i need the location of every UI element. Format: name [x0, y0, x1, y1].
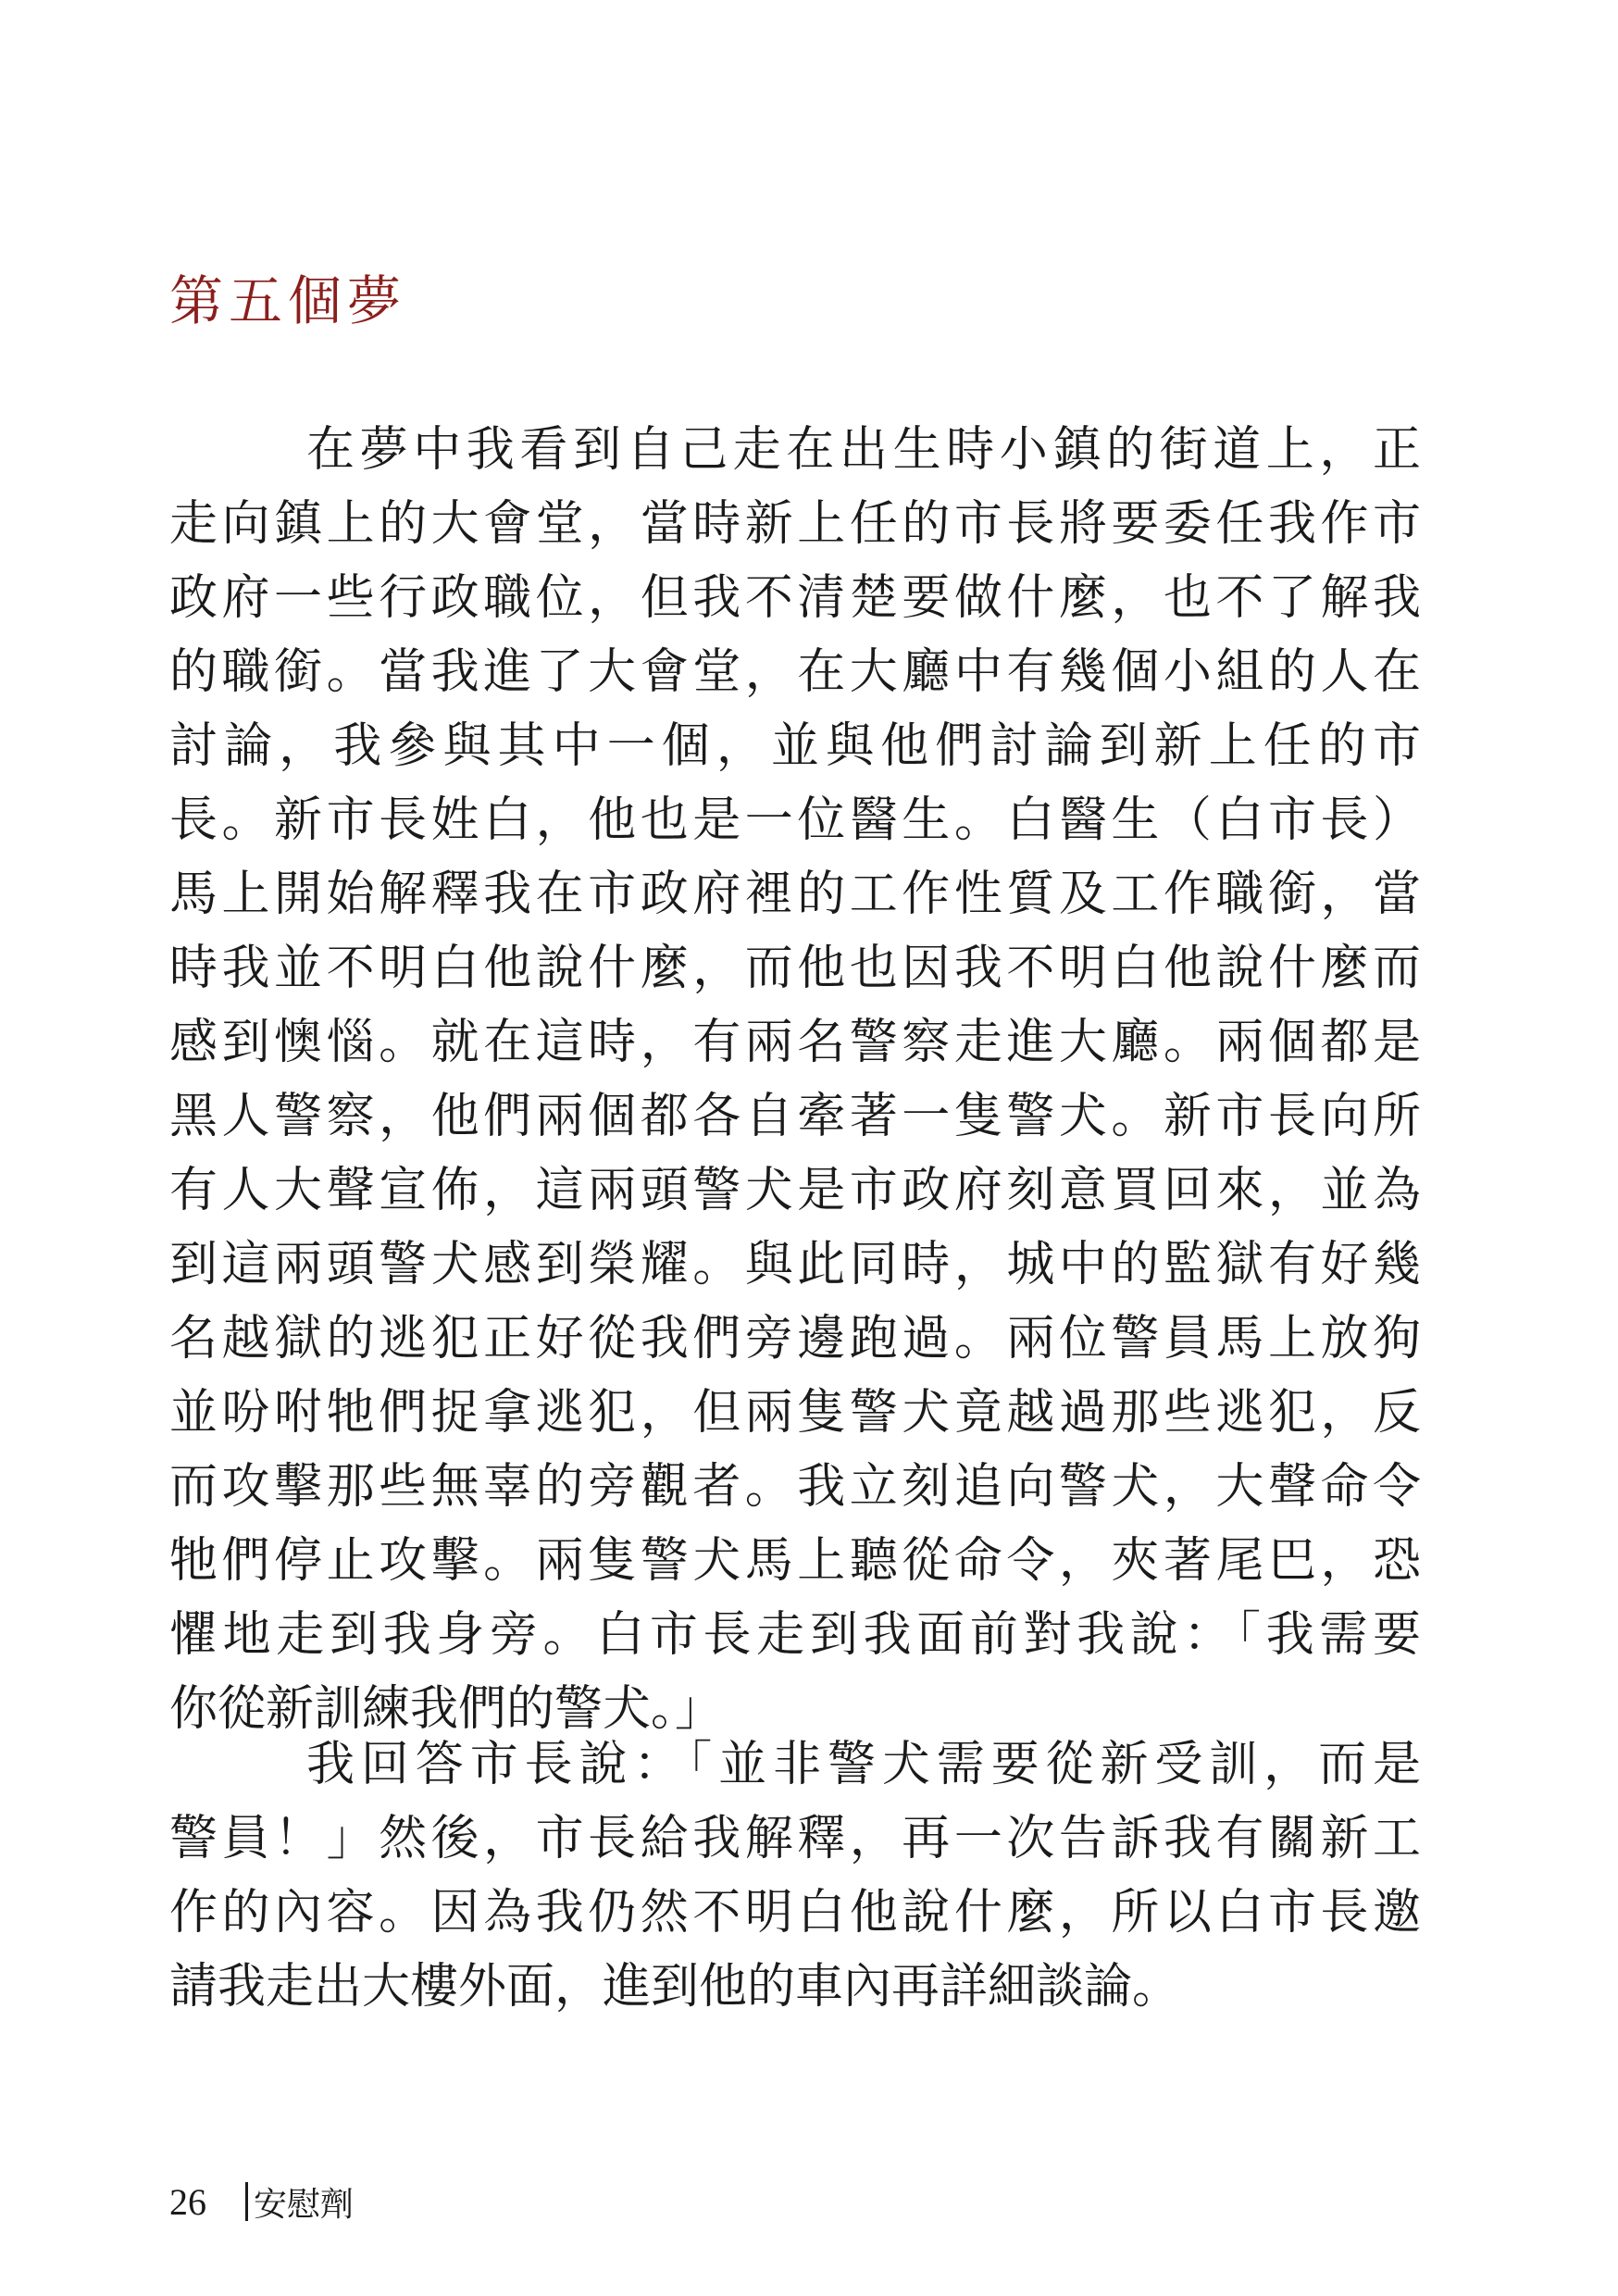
text-line: 我回答市長說：「並非警犬需要從新受訓，而是 — [306, 1737, 1421, 1792]
paragraph-2 — [169, 1728, 1421, 2024]
text-line: 時我並不明白他說什麼，而他也因我不明白他說什麼而 — [169, 941, 1421, 996]
text-line: 請我走出大樓外面，進到他的車內再詳細談論。 — [169, 1959, 1181, 2015]
text-line: 到這兩頭警犬感到榮耀。與此同時，城中的監獄有好幾 — [169, 1237, 1421, 1292]
page-number: 26 — [169, 2180, 206, 2223]
text-line: 並吩咐牠們捉拿逃犯，但兩隻警犬竟越過那些逃犯，反 — [169, 1385, 1421, 1441]
text-line: 有人大聲宣佈，這兩頭警犬是市政府刻意買回來，並為 — [169, 1163, 1421, 1218]
text-line: 感到懊惱。就在這時，有兩名警察走進大廳。兩個都是 — [169, 1015, 1421, 1070]
paragraph-1 — [169, 413, 1421, 1746]
running-title: 安慰劑 — [254, 2185, 355, 2224]
chapter-title: 第五個夢 — [169, 269, 407, 332]
text-line: 牠們停止攻擊。兩隻警犬馬上聽從命令，夾著尾巴，恐 — [169, 1533, 1421, 1589]
page-footer — [169, 2174, 354, 2229]
text-line: 長。新市長姓白，他也是一位醫生。白醫生（白市長） — [169, 792, 1421, 848]
text-line: 政府一些行政職位，但我不清楚要做什麼，也不了解我 — [169, 570, 1421, 626]
text-line: 馬上開始解釋我在市政府裡的工作性質及工作職銜，當 — [169, 867, 1421, 922]
text-line: 在夢中我看到自己走在出生時小鎮的街道上，正 — [306, 422, 1421, 478]
text-line: 黑人警察，他們兩個都各自牽著一隻警犬。新市長向所 — [169, 1089, 1421, 1144]
text-line: 警員！」然後，市長給我解釋，再一次告訴我有關新工 — [169, 1811, 1421, 1866]
text-line: 懼地走到我身旁。白市長走到我面前對我說：「我需要 — [169, 1607, 1421, 1663]
text-line: 走向鎮上的大會堂，當時新上任的市長將要委任我作市 — [169, 496, 1421, 552]
text-line: 而攻擊那些無辜的旁觀者。我立刻追向警犬，大聲命令 — [169, 1459, 1421, 1515]
footer-divider — [245, 2182, 248, 2221]
text-line: 作的內容。因為我仍然不明白他說什麼，所以白市長邀 — [169, 1885, 1421, 1940]
text-line: 的職銜。當我進了大會堂，在大廳中有幾個小組的人在 — [169, 644, 1421, 700]
text-line: 討論，我參與其中一個，並與他們討論到新上任的市 — [169, 718, 1421, 774]
text-line: 名越獄的逃犯正好從我們旁邊跑過。兩位警員馬上放狗 — [169, 1311, 1421, 1366]
text-line: 你從新訓練我們的警犬。」 — [169, 1681, 724, 1737]
